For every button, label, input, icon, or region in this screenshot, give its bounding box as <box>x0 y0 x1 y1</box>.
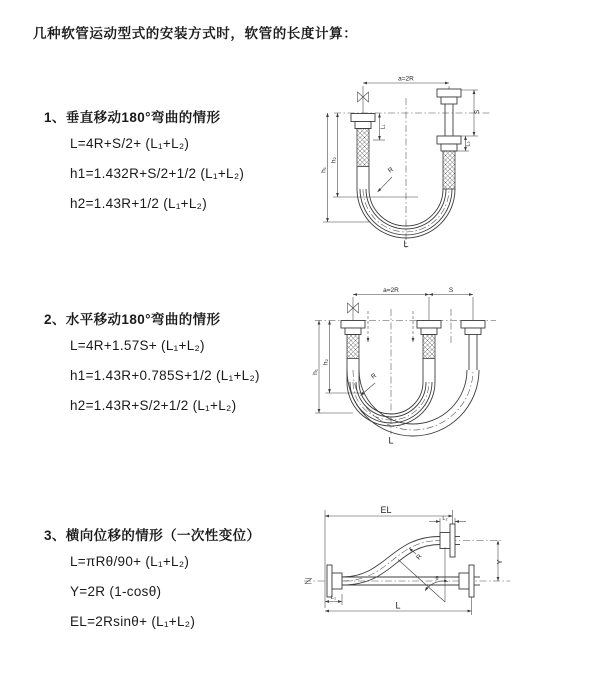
section-1-heading: 1、垂直移动180°弯曲的情形 <box>44 110 221 125</box>
flange <box>450 524 455 557</box>
flange <box>440 533 450 549</box>
page-title: 几种软管运动型式的安装方式时，软管的长度计算： <box>33 26 358 41</box>
dim-label-length: L <box>395 600 401 611</box>
left-pipe-end <box>351 114 375 167</box>
dim-label-h2: h₂ <box>322 358 330 366</box>
valve-icon <box>358 91 369 113</box>
dim-label-s: S <box>474 109 481 115</box>
section-horizontal-travel <box>44 308 344 416</box>
right-pipe-end <box>461 321 485 343</box>
dim-label-l2: L₂ <box>442 516 448 522</box>
flange <box>421 328 437 335</box>
formula-length: L=4R+S/2+ (L₁+L₂) <box>70 136 190 151</box>
dim-label-s: S <box>448 287 454 294</box>
hose-u-bend-displaced <box>347 342 479 436</box>
formula-h1: h1=1.43R+0.785S+1/2 (L₁+L₂) <box>70 368 260 383</box>
flange <box>465 328 481 335</box>
h2-dimension <box>331 113 419 197</box>
section-3-heading: 3、横向位移的情形（一次性变位） <box>44 528 261 543</box>
formula-length: L=4R+1.57S+ (L₁+L₂) <box>70 338 205 353</box>
diagram-lateral-displacement <box>298 496 598 646</box>
hose-s-curve <box>342 537 440 586</box>
flange <box>345 328 361 335</box>
dim-label-a2r: a=2R <box>398 75 414 83</box>
flange <box>461 321 485 329</box>
dim-label-h1: h₁ <box>312 369 319 375</box>
flange <box>459 573 469 589</box>
formula-h2: h2=1.43R+S/2+1/2 (L₁+L₂) <box>70 398 237 413</box>
hose-braid <box>347 335 359 359</box>
l-dimension <box>325 597 472 615</box>
dim-label-a2r: a=2R <box>383 287 399 294</box>
section-2-heading: 2、水平移动180°弯曲的情形 <box>44 312 221 327</box>
dim-label-radius: R <box>415 553 424 562</box>
diagram-horizontal-travel-180-bend <box>306 282 596 457</box>
flange <box>341 321 365 329</box>
dim-label-length: L <box>388 435 394 446</box>
flange <box>441 97 457 104</box>
formula-length: L=πRθ/90+ (L₁+L₂) <box>70 554 190 569</box>
flange <box>469 565 474 597</box>
formula-h1: h1=1.432R+S/2+1/2 (L₁+L₂) <box>70 166 245 181</box>
flange <box>437 89 461 97</box>
flange <box>441 144 457 151</box>
top-dimension <box>353 287 473 320</box>
dim-label-l1: L₁ <box>380 124 387 130</box>
dim-label-h1: h₁ <box>320 167 328 173</box>
dim-label-l2: L₂ <box>465 141 472 147</box>
valve-icon <box>348 302 359 321</box>
top-dimension <box>363 76 449 92</box>
flange <box>351 114 375 122</box>
displaced-pipe-end <box>440 524 460 557</box>
diagram-vertical-travel-180-bend <box>306 70 596 255</box>
dim-label-theta: θ <box>435 576 439 582</box>
dim-label-length: L <box>403 239 409 249</box>
flange <box>355 122 371 129</box>
dim-label-el: EL <box>380 505 392 515</box>
hose-braid <box>423 335 435 359</box>
hose-braid <box>357 129 369 167</box>
dim-label-y: Y <box>495 559 504 565</box>
radius-callout <box>378 166 396 192</box>
dim-label-l1: L₁ <box>331 595 336 601</box>
l2-dimension <box>429 516 466 532</box>
flange <box>327 565 332 597</box>
formula-el: EL=2Rsinθ+ (L₁+L₂) <box>70 614 196 629</box>
dim-label-h2: h₂ <box>330 156 338 164</box>
left-pipe-end <box>341 321 365 359</box>
y-dimension <box>495 541 504 582</box>
dim-label-radius: R <box>386 166 395 175</box>
hose-braid <box>443 151 455 189</box>
position-arrows <box>368 311 413 342</box>
formula-y: Y=2R (1-cosθ) <box>70 584 162 599</box>
middle-pipe-end <box>417 321 441 359</box>
angle-construction <box>398 547 448 602</box>
formula-h2: h2=1.43R+1/2 (L₁+L₂) <box>70 196 208 211</box>
section-vertical-travel <box>44 106 344 214</box>
right-pipe-end <box>437 89 461 189</box>
dim-label-radius: R <box>369 372 378 381</box>
flange <box>437 136 461 144</box>
flange <box>417 321 441 329</box>
flange <box>332 573 342 589</box>
